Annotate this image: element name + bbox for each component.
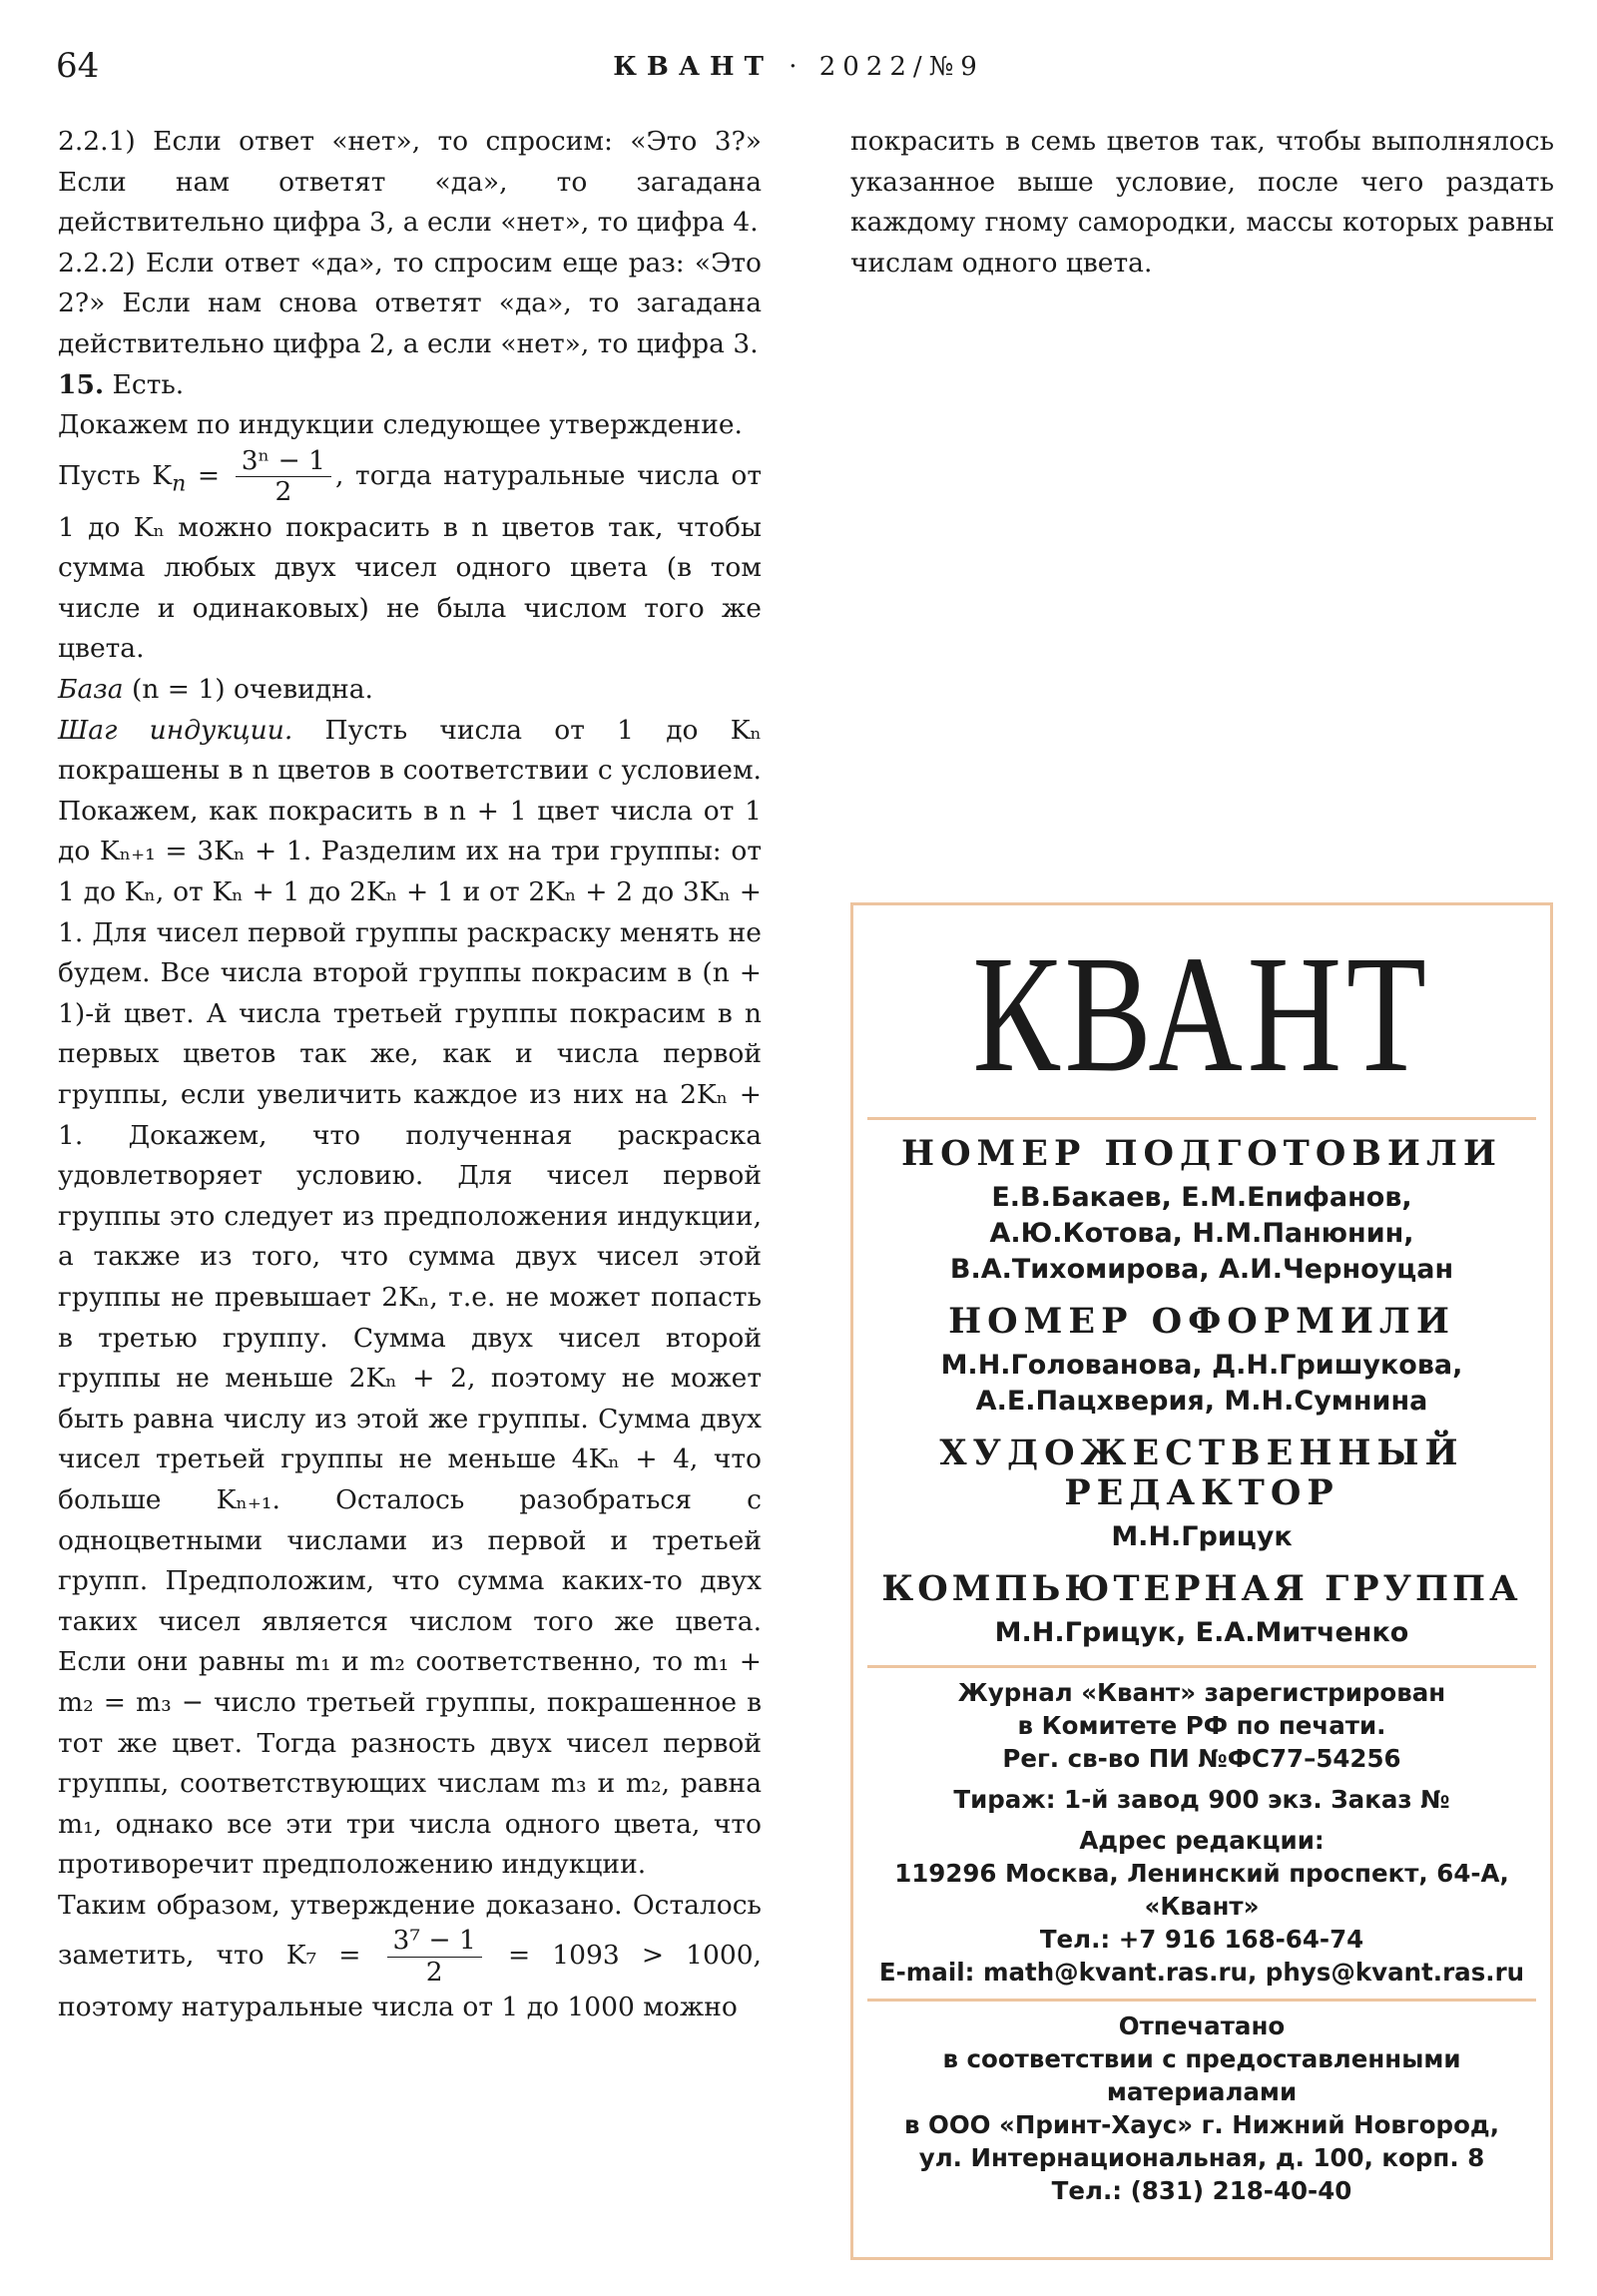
heading-line: РЕДАКТОР [1064, 1472, 1339, 1513]
issue-label: · 2022/№9 [789, 52, 984, 82]
text-span: = 1093 > 1000, поэтому натуральные числа от 1 до 1000 можно [58, 1940, 762, 2023]
page-header [0, 46, 1597, 86]
divider [867, 1999, 1536, 2002]
fraction [387, 1926, 482, 1988]
info-line: Тираж: 1-й завод 900 экз. Заказ № [953, 1785, 1450, 1814]
info-line: Тел.: +7 916 168-64-74 [1039, 1925, 1364, 1954]
text-span: , тогда натуральные числа от 1 до Kₙ можно покрасить в n цветов так, чтобы сумма любых двух чисел одного цвета (в том числе и одинаковых) не была числом того же цвета. [58, 459, 762, 665]
paragraph [58, 365, 762, 406]
section-heading: КОМПЬЮТЕРНАЯ ГРУППА [881, 1568, 1522, 1609]
printing-info [853, 2009, 1550, 2207]
registration-info [853, 1676, 1550, 1989]
section-heading [853, 1473, 1550, 1513]
names-line: М.Н.Голованова, Д.Н.Гришукова, [940, 1350, 1463, 1381]
section-heading: НОМЕР ПОДГОТОВИЛИ [901, 1133, 1502, 1174]
names-line: М.Н.Грицук [1111, 1521, 1293, 1552]
info-line: «Квант» [1144, 1892, 1260, 1921]
emphasis: Шаг индукции. [58, 714, 293, 746]
info-line: ул. Интернациональная, д. 100, корп. 8 [918, 2143, 1485, 2172]
heading-line: ХУДОЖЕСТВЕННЫЙ [939, 1433, 1464, 1473]
text-span: Пусть числа от 1 до Kₙ покрашены в n цветов в соответствии с условием. Покажем, как покрасить в n + 1 цвет числа от 1 до Kₙ₊₁ = 3Kₙ + 1. Разделим их на три группы: от 1 до Kₙ, от Kₙ + 1 до 2Kₙ + 1 и от 2Kₙ + 2 до 3Kₙ + 1. Для чисел первой группы раскраску менять не будем. Все числа второй группы покрасим в (n + 1)-й цвет. А числа третьей группы покрасим в n первых цветов так же, как и числа первой группы, если увеличить каждое из них на 2Kₙ + 1. Докажем, что полученная раскраска удовлетворяет условию. Для чисел первой группы это следует из предположения индукции, а также из того, что сумма двух чисел этой группы не превышает 2Kₙ, т.е. не может попасть в третью группу. Сумма двух чисел второй группы не меньше 2Kₙ + 2, поэтому не может быть равна числу из этой же группы. Сумма двух чисел третьей группы не меньше 4Kₙ + 4, что больше Kₙ₊₁. Осталось разобраться с одноцветными числами из первой и третьей групп. Предположим, что сумма каких-то двух таких чисел является числом того же цвета. Если они равны m₁ и m₂ соответственно, то m₁ + m₂ = m₃ − число третьей группы, покрашенное в тот же цвет. Тогда разность двух чисел первой группы, соответствующих числам m₃ и m₂, равна m₁, однако все эти три числа одного цвета, что противоречит предположению индукции. [58, 714, 763, 1881]
divider [867, 1665, 1536, 1668]
problem-number: 15. [58, 368, 105, 400]
paragraph: 2.2.1) Если ответ «нет», то спросим: «Это 3?» Если нам ответят «да», то загадана действительно цифра 3, а если «нет», то цифра 4. [58, 126, 762, 239]
paragraph [58, 711, 762, 1886]
names-line: М.Н.Грицук, Е.А.Митченко [994, 1617, 1409, 1648]
text-span: (n = 1) очевидна. [123, 674, 373, 706]
names-block [853, 1180, 1550, 1288]
text-span: = [186, 459, 232, 491]
subscript: n [172, 471, 187, 497]
paragraph [58, 670, 762, 711]
paragraph [58, 1886, 762, 2028]
info-line: в Комитете РФ по печати. [1017, 1711, 1386, 1740]
text-span: Пусть K [58, 459, 173, 491]
text-span: Таким образом, утверждение доказано. Осталось заметить, что K₇ = [58, 1889, 762, 1972]
fraction-numerator: 3⁷ − 1 [387, 1926, 482, 1957]
paragraph: 2.2.2) Если ответ «да», то спросим еще раз: «Это 2?» Если нам снова ответят «да», то загадана действительно цифра 2, а если «нет», то цифра 3. [58, 247, 762, 359]
section-heading: НОМЕР ОФОРМИЛИ [948, 1301, 1455, 1342]
fraction-denominator: 2 [274, 476, 292, 508]
page-number: 64 [56, 46, 100, 86]
journal-name: КВАНТ [613, 52, 774, 82]
fraction [236, 446, 331, 508]
names-line: В.А.Тихомирова, А.И.Черноуцан [949, 1254, 1454, 1285]
journal-logo: КВАНТ [972, 921, 1431, 1107]
info-line: 119296 Москва, Ленинский проспект, 64-А, [894, 1859, 1509, 1888]
imprint-box [850, 902, 1553, 2260]
info-line: в соответствии с предоставленными [942, 2044, 1461, 2073]
info-line: Адрес редакции: [1079, 1826, 1325, 1855]
names-block [853, 1348, 1550, 1420]
left-column [58, 122, 762, 2028]
info-line: в ООО «Принт-Хаус» г. Нижний Новгород, [903, 2110, 1500, 2139]
info-line: Отпечатано [1118, 2011, 1286, 2040]
info-line: Рег. св-во ПИ №ФС77–54256 [1002, 1744, 1401, 1773]
names-line: А.Е.Пацхверия, М.Н.Сумнина [975, 1386, 1428, 1417]
info-line: Журнал «Квант» зарегистрирован [957, 1678, 1446, 1707]
info-line: E-mail: math@kvant.ras.ru, phys@kvant.ras.ru [878, 1958, 1525, 1987]
paragraph: Докажем по индукции следующее утверждение. [58, 409, 743, 441]
info-line: материалами [1106, 2077, 1298, 2106]
fraction-denominator: 2 [425, 1956, 443, 1988]
paragraph: покрасить в семь цветов так, чтобы выполнялось указанное выше условие, после чего раздать каждому гному самородки, массы которых равны числам одного цвета. [850, 126, 1554, 279]
names-line: Е.В.Бакаев, Е.М.Епифанов, [991, 1182, 1412, 1213]
answer-text: Есть. [104, 368, 185, 400]
fraction-numerator: 3ⁿ − 1 [236, 446, 331, 477]
info-line: Тел.: (831) 218-40-40 [1051, 2176, 1352, 2205]
right-column [850, 122, 1554, 284]
paragraph [58, 446, 762, 670]
running-title [0, 52, 1597, 82]
section-heading [853, 1434, 1550, 1473]
emphasis: База [58, 674, 124, 706]
divider [867, 1117, 1536, 1120]
names-line: А.Ю.Котова, Н.М.Панюнин, [989, 1218, 1414, 1249]
